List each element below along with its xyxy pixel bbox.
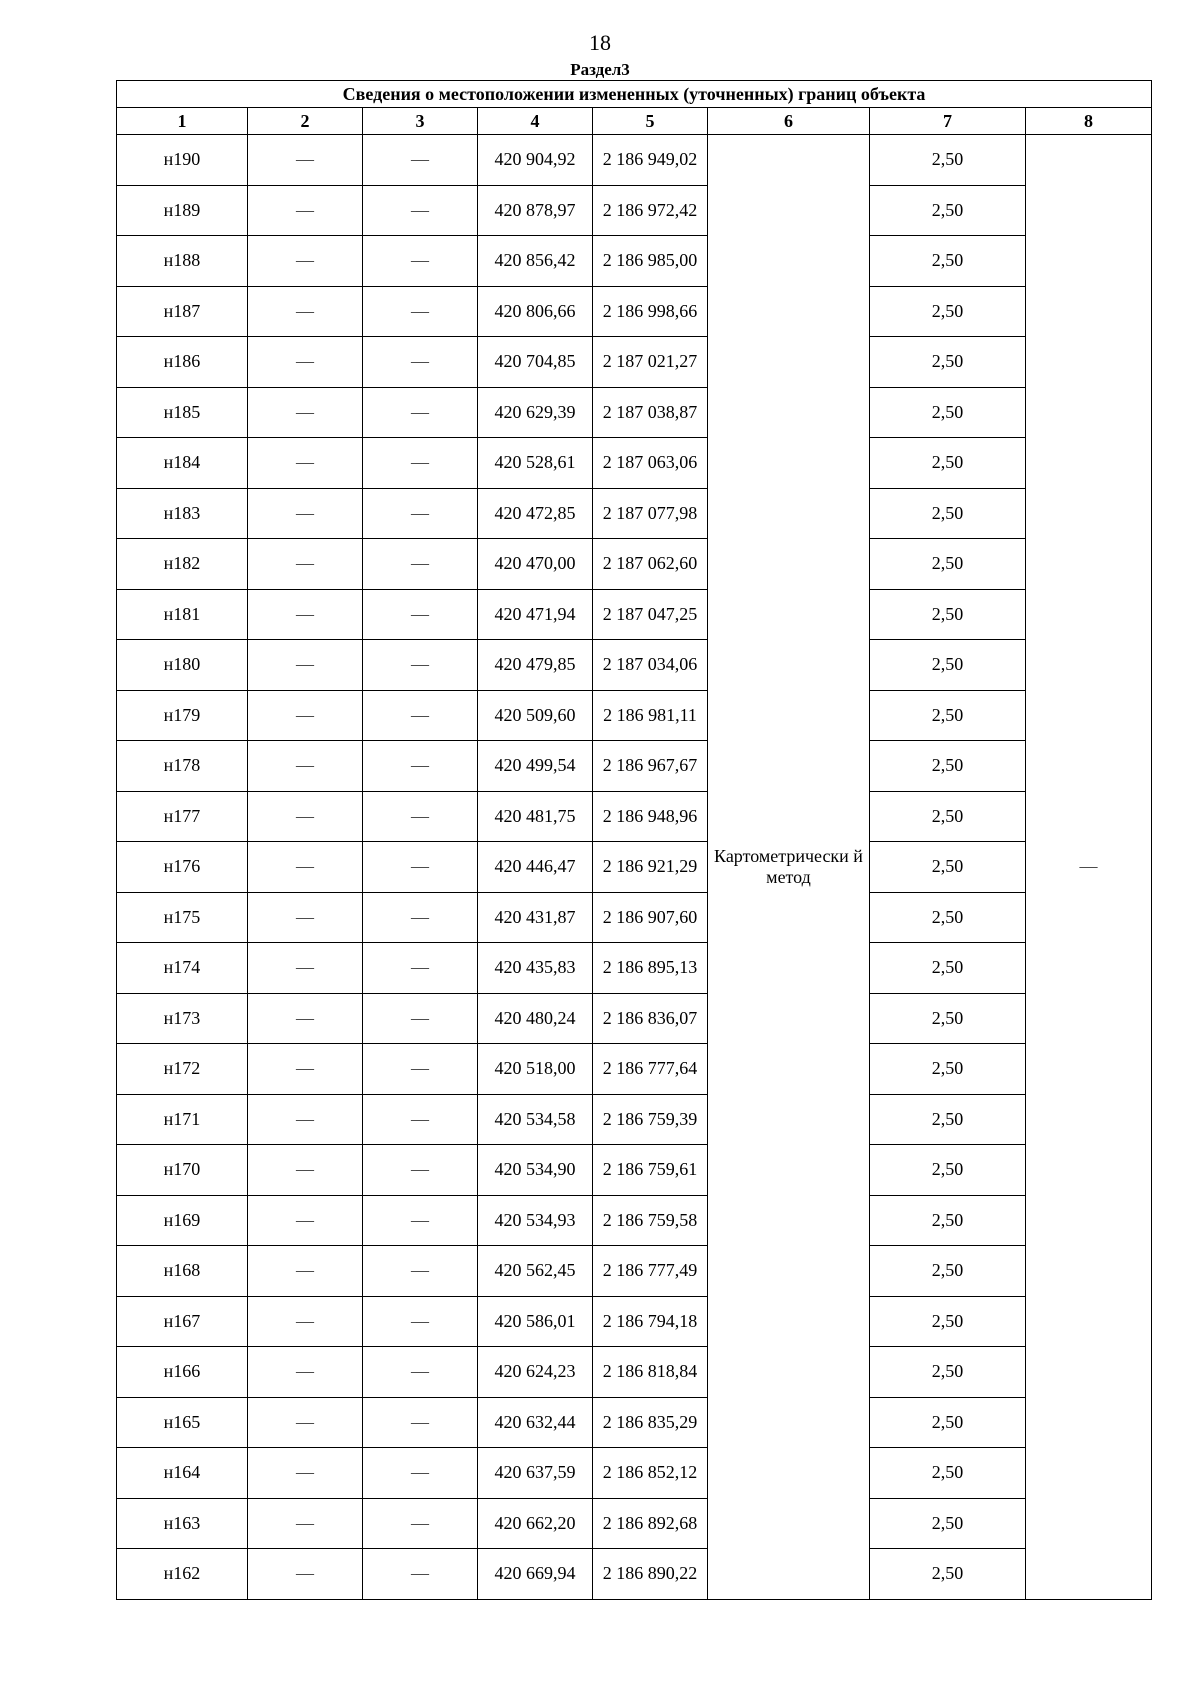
y-coordinate-cell: 2 186 985,00 xyxy=(593,236,708,287)
table-row xyxy=(117,1448,1152,1499)
col2-cell: — xyxy=(248,286,363,337)
x-coordinate-cell: 420 629,39 xyxy=(478,387,593,438)
y-coordinate-cell: 2 186 892,68 xyxy=(593,1498,708,1549)
page-number: 18 xyxy=(589,30,611,55)
col2-cell: — xyxy=(248,1044,363,1095)
col2-cell: — xyxy=(248,1094,363,1145)
column-header-3: 3 xyxy=(363,108,478,135)
col2-cell: — xyxy=(248,640,363,691)
x-coordinate-cell: 420 480,24 xyxy=(478,993,593,1044)
x-coordinate-cell: 420 637,59 xyxy=(478,1448,593,1499)
y-coordinate-cell: 2 186 835,29 xyxy=(593,1397,708,1448)
precision-cell: 2,50 xyxy=(870,488,1026,539)
point-name-cell: н165 xyxy=(117,1397,248,1448)
precision-cell: 2,50 xyxy=(870,185,1026,236)
table-row xyxy=(117,690,1152,741)
col2-cell: — xyxy=(248,135,363,186)
precision-cell: 2,50 xyxy=(870,791,1026,842)
point-name-cell: н162 xyxy=(117,1549,248,1600)
col3-cell: — xyxy=(363,690,478,741)
x-coordinate-cell: 420 856,42 xyxy=(478,236,593,287)
point-name-cell: н175 xyxy=(117,892,248,943)
point-name-cell: н169 xyxy=(117,1195,248,1246)
table-row xyxy=(117,1549,1152,1600)
point-name-cell: н183 xyxy=(117,488,248,539)
point-name-cell: н167 xyxy=(117,1296,248,1347)
method-cell: Картометрически й метод xyxy=(708,135,870,1600)
x-coordinate-cell: 420 704,85 xyxy=(478,337,593,388)
y-coordinate-cell: 2 186 981,11 xyxy=(593,690,708,741)
y-coordinate-cell: 2 186 921,29 xyxy=(593,842,708,893)
table-row xyxy=(117,1044,1152,1095)
precision-cell: 2,50 xyxy=(870,438,1026,489)
precision-cell: 2,50 xyxy=(870,387,1026,438)
x-coordinate-cell: 420 509,60 xyxy=(478,690,593,741)
col3-cell: — xyxy=(363,1094,478,1145)
point-name-cell: н188 xyxy=(117,236,248,287)
col3-cell: — xyxy=(363,387,478,438)
x-coordinate-cell: 420 528,61 xyxy=(478,438,593,489)
table-row xyxy=(117,1397,1152,1448)
y-coordinate-cell: 2 186 794,18 xyxy=(593,1296,708,1347)
point-name-cell: н180 xyxy=(117,640,248,691)
x-coordinate-cell: 420 534,58 xyxy=(478,1094,593,1145)
x-coordinate-cell: 420 534,93 xyxy=(478,1195,593,1246)
x-coordinate-cell: 420 446,47 xyxy=(478,842,593,893)
x-coordinate-cell: 420 435,83 xyxy=(478,943,593,994)
x-coordinate-cell: 420 431,87 xyxy=(478,892,593,943)
point-name-cell: н184 xyxy=(117,438,248,489)
point-name-cell: н185 xyxy=(117,387,248,438)
precision-cell: 2,50 xyxy=(870,741,1026,792)
precision-cell: 2,50 xyxy=(870,135,1026,186)
table-row xyxy=(117,185,1152,236)
table-caption: Сведения о местоположении измененных (уточненных) границ объекта xyxy=(117,81,1152,108)
x-coordinate-cell: 420 472,85 xyxy=(478,488,593,539)
y-coordinate-cell: 2 186 759,58 xyxy=(593,1195,708,1246)
table-row xyxy=(117,1498,1152,1549)
point-name-cell: н177 xyxy=(117,791,248,842)
col3-cell: — xyxy=(363,488,478,539)
table-row xyxy=(117,892,1152,943)
point-name-cell: н189 xyxy=(117,185,248,236)
point-name-cell: н164 xyxy=(117,1448,248,1499)
precision-cell: 2,50 xyxy=(870,993,1026,1044)
precision-cell: 2,50 xyxy=(870,236,1026,287)
x-coordinate-cell: 420 669,94 xyxy=(478,1549,593,1600)
table-row xyxy=(117,1145,1152,1196)
table-row xyxy=(117,236,1152,287)
precision-cell: 2,50 xyxy=(870,1498,1026,1549)
precision-cell: 2,50 xyxy=(870,1347,1026,1398)
y-coordinate-cell: 2 186 998,66 xyxy=(593,286,708,337)
table-row xyxy=(117,993,1152,1044)
precision-cell: 2,50 xyxy=(870,1246,1026,1297)
x-coordinate-cell: 420 662,20 xyxy=(478,1498,593,1549)
col3-cell: — xyxy=(363,1498,478,1549)
col2-cell: — xyxy=(248,1347,363,1398)
col3-cell: — xyxy=(363,236,478,287)
col3-cell: — xyxy=(363,1296,478,1347)
y-coordinate-cell: 2 186 777,49 xyxy=(593,1246,708,1297)
col2-cell: — xyxy=(248,1195,363,1246)
point-name-cell: н166 xyxy=(117,1347,248,1398)
col2-cell: — xyxy=(248,337,363,388)
point-name-cell: н186 xyxy=(117,337,248,388)
y-coordinate-cell: 2 187 077,98 xyxy=(593,488,708,539)
column-header-7: 7 xyxy=(870,108,1026,135)
y-coordinate-cell: 2 186 836,07 xyxy=(593,993,708,1044)
table-row xyxy=(117,842,1152,893)
x-coordinate-cell: 420 470,00 xyxy=(478,539,593,590)
col2-cell: — xyxy=(248,1145,363,1196)
point-name-cell: н178 xyxy=(117,741,248,792)
col3-cell: — xyxy=(363,1448,478,1499)
point-name-cell: н190 xyxy=(117,135,248,186)
y-coordinate-cell: 2 187 038,87 xyxy=(593,387,708,438)
y-coordinate-cell: 2 186 972,42 xyxy=(593,185,708,236)
precision-cell: 2,50 xyxy=(870,1448,1026,1499)
col3-cell: — xyxy=(363,1195,478,1246)
x-coordinate-cell: 420 479,85 xyxy=(478,640,593,691)
col3-cell: — xyxy=(363,741,478,792)
y-coordinate-cell: 2 186 948,96 xyxy=(593,791,708,842)
col2-cell: — xyxy=(248,387,363,438)
precision-cell: 2,50 xyxy=(870,892,1026,943)
table-row xyxy=(117,943,1152,994)
col3-cell: — xyxy=(363,286,478,337)
column-header-1: 1 xyxy=(117,108,248,135)
col3-cell: — xyxy=(363,438,478,489)
x-coordinate-cell: 420 518,00 xyxy=(478,1044,593,1095)
col2-cell: — xyxy=(248,1246,363,1297)
table-row xyxy=(117,337,1152,388)
point-name-cell: н174 xyxy=(117,943,248,994)
x-coordinate-cell: 420 904,92 xyxy=(478,135,593,186)
point-name-cell: н179 xyxy=(117,690,248,741)
table-row xyxy=(117,791,1152,842)
precision-cell: 2,50 xyxy=(870,1195,1026,1246)
col2-cell: — xyxy=(248,1498,363,1549)
table-row xyxy=(117,1246,1152,1297)
precision-cell: 2,50 xyxy=(870,1397,1026,1448)
col3-cell: — xyxy=(363,1145,478,1196)
col3-cell: — xyxy=(363,842,478,893)
table-row xyxy=(117,1094,1152,1145)
col2-cell: — xyxy=(248,236,363,287)
col2-cell: — xyxy=(248,1549,363,1600)
x-coordinate-cell: 420 562,45 xyxy=(478,1246,593,1297)
y-coordinate-cell: 2 186 949,02 xyxy=(593,135,708,186)
point-name-cell: н170 xyxy=(117,1145,248,1196)
col3-cell: — xyxy=(363,135,478,186)
x-coordinate-cell: 420 632,44 xyxy=(478,1397,593,1448)
precision-cell: 2,50 xyxy=(870,943,1026,994)
col3-cell: — xyxy=(363,185,478,236)
table-row xyxy=(117,589,1152,640)
column-header-8: 8 xyxy=(1026,108,1152,135)
col3-cell: — xyxy=(363,993,478,1044)
precision-cell: 2,50 xyxy=(870,1094,1026,1145)
precision-cell: 2,50 xyxy=(870,640,1026,691)
y-coordinate-cell: 2 186 759,39 xyxy=(593,1094,708,1145)
point-name-cell: н187 xyxy=(117,286,248,337)
column-header-5: 5 xyxy=(593,108,708,135)
y-coordinate-cell: 2 186 967,67 xyxy=(593,741,708,792)
col8-cell: — xyxy=(1026,135,1152,1600)
point-name-cell: н173 xyxy=(117,993,248,1044)
x-coordinate-cell: 420 534,90 xyxy=(478,1145,593,1196)
y-coordinate-cell: 2 186 777,64 xyxy=(593,1044,708,1095)
col3-cell: — xyxy=(363,589,478,640)
col2-cell: — xyxy=(248,943,363,994)
col2-cell: — xyxy=(248,589,363,640)
col2-cell: — xyxy=(248,1296,363,1347)
col3-cell: — xyxy=(363,791,478,842)
column-header-6: 6 xyxy=(708,108,870,135)
column-header-row xyxy=(117,108,1152,135)
column-header-2: 2 xyxy=(248,108,363,135)
y-coordinate-cell: 2 186 852,12 xyxy=(593,1448,708,1499)
table-row xyxy=(117,741,1152,792)
col2-cell: — xyxy=(248,690,363,741)
table-row xyxy=(117,135,1152,186)
col3-cell: — xyxy=(363,1246,478,1297)
y-coordinate-cell: 2 186 818,84 xyxy=(593,1347,708,1398)
col3-cell: — xyxy=(363,1549,478,1600)
col2-cell: — xyxy=(248,791,363,842)
y-coordinate-cell: 2 187 062,60 xyxy=(593,539,708,590)
x-coordinate-cell: 420 499,54 xyxy=(478,741,593,792)
y-coordinate-cell: 2 187 021,27 xyxy=(593,337,708,388)
col2-cell: — xyxy=(248,993,363,1044)
col2-cell: — xyxy=(248,539,363,590)
y-coordinate-cell: 2 186 907,60 xyxy=(593,892,708,943)
x-coordinate-cell: 420 586,01 xyxy=(478,1296,593,1347)
precision-cell: 2,50 xyxy=(870,337,1026,388)
precision-cell: 2,50 xyxy=(870,539,1026,590)
point-name-cell: н181 xyxy=(117,589,248,640)
y-coordinate-cell: 2 186 890,22 xyxy=(593,1549,708,1600)
table-row xyxy=(117,286,1152,337)
table-body xyxy=(117,135,1152,1600)
x-coordinate-cell: 420 481,75 xyxy=(478,791,593,842)
col2-cell: — xyxy=(248,1448,363,1499)
precision-cell: 2,50 xyxy=(870,842,1026,893)
col2-cell: — xyxy=(248,438,363,489)
precision-cell: 2,50 xyxy=(870,690,1026,741)
x-coordinate-cell: 420 624,23 xyxy=(478,1347,593,1398)
col2-cell: — xyxy=(248,185,363,236)
point-name-cell: н168 xyxy=(117,1246,248,1297)
col2-cell: — xyxy=(248,842,363,893)
table-row xyxy=(117,1296,1152,1347)
col3-cell: — xyxy=(363,892,478,943)
y-coordinate-cell: 2 187 063,06 xyxy=(593,438,708,489)
x-coordinate-cell: 420 878,97 xyxy=(478,185,593,236)
table-row xyxy=(117,387,1152,438)
precision-cell: 2,50 xyxy=(870,1044,1026,1095)
y-coordinate-cell: 2 187 047,25 xyxy=(593,589,708,640)
table-row xyxy=(117,438,1152,489)
point-name-cell: н176 xyxy=(117,842,248,893)
col2-cell: — xyxy=(248,488,363,539)
point-name-cell: н172 xyxy=(117,1044,248,1095)
col2-cell: — xyxy=(248,741,363,792)
point-name-cell: н163 xyxy=(117,1498,248,1549)
table-row xyxy=(117,1347,1152,1398)
table-row xyxy=(117,539,1152,590)
table-row xyxy=(117,1195,1152,1246)
col3-cell: — xyxy=(363,337,478,388)
col3-cell: — xyxy=(363,1044,478,1095)
point-name-cell: н182 xyxy=(117,539,248,590)
section-title: Раздел3 xyxy=(570,60,630,79)
precision-cell: 2,50 xyxy=(870,1549,1026,1600)
col2-cell: — xyxy=(248,892,363,943)
y-coordinate-cell: 2 186 759,61 xyxy=(593,1145,708,1196)
col3-cell: — xyxy=(363,943,478,994)
table-row xyxy=(117,488,1152,539)
col2-cell: — xyxy=(248,1397,363,1448)
precision-cell: 2,50 xyxy=(870,286,1026,337)
boundary-table xyxy=(116,80,1152,1600)
y-coordinate-cell: 2 187 034,06 xyxy=(593,640,708,691)
y-coordinate-cell: 2 186 895,13 xyxy=(593,943,708,994)
point-name-cell: н171 xyxy=(117,1094,248,1145)
col3-cell: — xyxy=(363,640,478,691)
col3-cell: — xyxy=(363,1347,478,1398)
column-header-4: 4 xyxy=(478,108,593,135)
table-row xyxy=(117,640,1152,691)
precision-cell: 2,50 xyxy=(870,589,1026,640)
x-coordinate-cell: 420 471,94 xyxy=(478,589,593,640)
x-coordinate-cell: 420 806,66 xyxy=(478,286,593,337)
precision-cell: 2,50 xyxy=(870,1145,1026,1196)
col3-cell: — xyxy=(363,1397,478,1448)
precision-cell: 2,50 xyxy=(870,1296,1026,1347)
col3-cell: — xyxy=(363,539,478,590)
